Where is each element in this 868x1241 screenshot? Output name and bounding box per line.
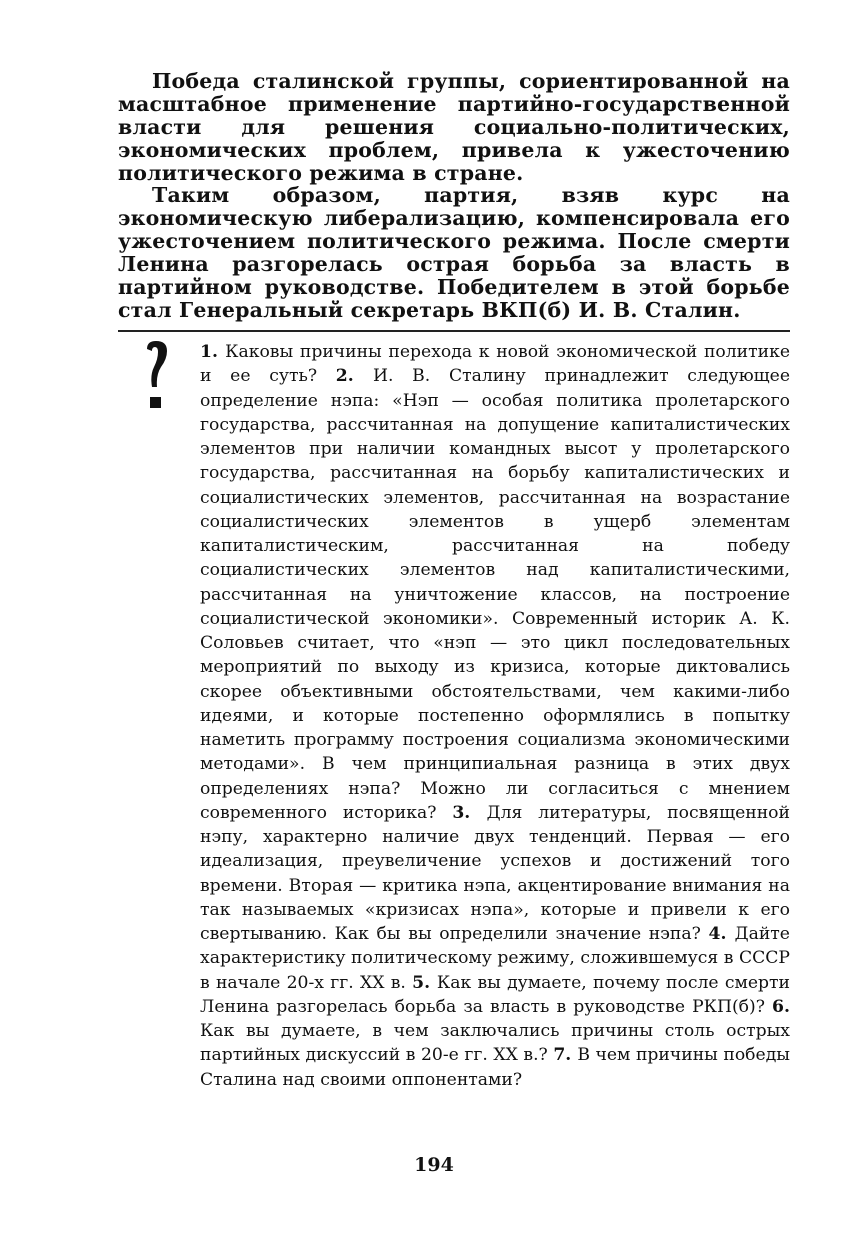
question-text: Как вы думаете, почему после смерти Ленина разгорелась борьба за власть в руководстве РКП(б)?: [200, 972, 790, 1017]
review-questions: [200, 340, 790, 1092]
question-text: Дайте характеристику политическому режиму, сложившемуся в СССР в начале 20-х гг. XX в.: [200, 924, 790, 993]
question-text: Как вы думаете, в чем заключались причины столь острых партийных дискуссий в 20-е гг. XX в.?: [200, 1021, 790, 1066]
question-number: 1.: [200, 342, 226, 362]
question-text: Каковы причины перехода к новой экономической политике и ее суть?: [200, 342, 790, 387]
section-divider: [118, 330, 790, 332]
question-text: Для литературы, посвященной нэпу, характерно наличие двух тенденций. Первая — его идеализация, преувеличение успехов и достижений того времени. Вторая — критика нэпа, акцентирование внимания на так называемых «кризисах нэпа», которые и привели к его свертыванию. Как бы вы определили значение нэпа?: [200, 802, 790, 944]
question-number: 3.: [452, 802, 487, 823]
question-number: 6.: [772, 996, 790, 1017]
question-number: 7.: [553, 1045, 578, 1066]
question-number: 5.: [412, 972, 437, 993]
question-text: И. В. Сталину принадлежит следующее определение нэпа: «Нэп — особая политика пролетарского государства, рассчитанная на допущение капиталистических элементов при наличии командных высот у пролетарского государства, рассчитанная на борьбу капиталистических и социалистических элементов, рассчитанная на возрастание социалистических элементов в ущерб элементам капиталистическим, рассчитанная на победу социалистических элементов над капиталистическими, рассчитанная на уничтожение классов, на построение социалистической экономики». Современный историк А. К. Соловьев считает, что «нэп — это цикл последовательных мероприятий по выходу из кризиса, которые диктовались скорее объективными обстоятельствами, чем какими-либо идеями, и которые постепенно оформлялись в попытку наметить программу построения социализма экономическими методами». В чем принципиальная разница в этих двух определениях нэпа? Можно ли согласиться с мнением современного историка?: [200, 366, 790, 823]
question-mark-icon: [137, 337, 177, 417]
paragraph-stalin-victory: Победа сталинской группы, сориентированной на масштабное применение партийно-государственной власти для решения социально-политических, экономических проблем, привела к ужесточению политического режима в стране.: [118, 69, 790, 185]
question-number: 4.: [708, 924, 735, 944]
question-number: 2.: [335, 366, 373, 387]
page-number: 194: [414, 1154, 454, 1176]
paragraph-conclusion: Таким образом, партия, взяв курс на экономическую либерализацию, компенсировала его ужесточением политического режима. После смерти Ленина разгорелась острая борьба за власть в партийном руководстве. Победителем в этой борьбе стал Генеральный секретарь ВКП(б) И. В. Сталин.: [118, 183, 790, 322]
question-text: В чем причины победы Сталина над своими оппонентами?: [200, 1045, 790, 1090]
